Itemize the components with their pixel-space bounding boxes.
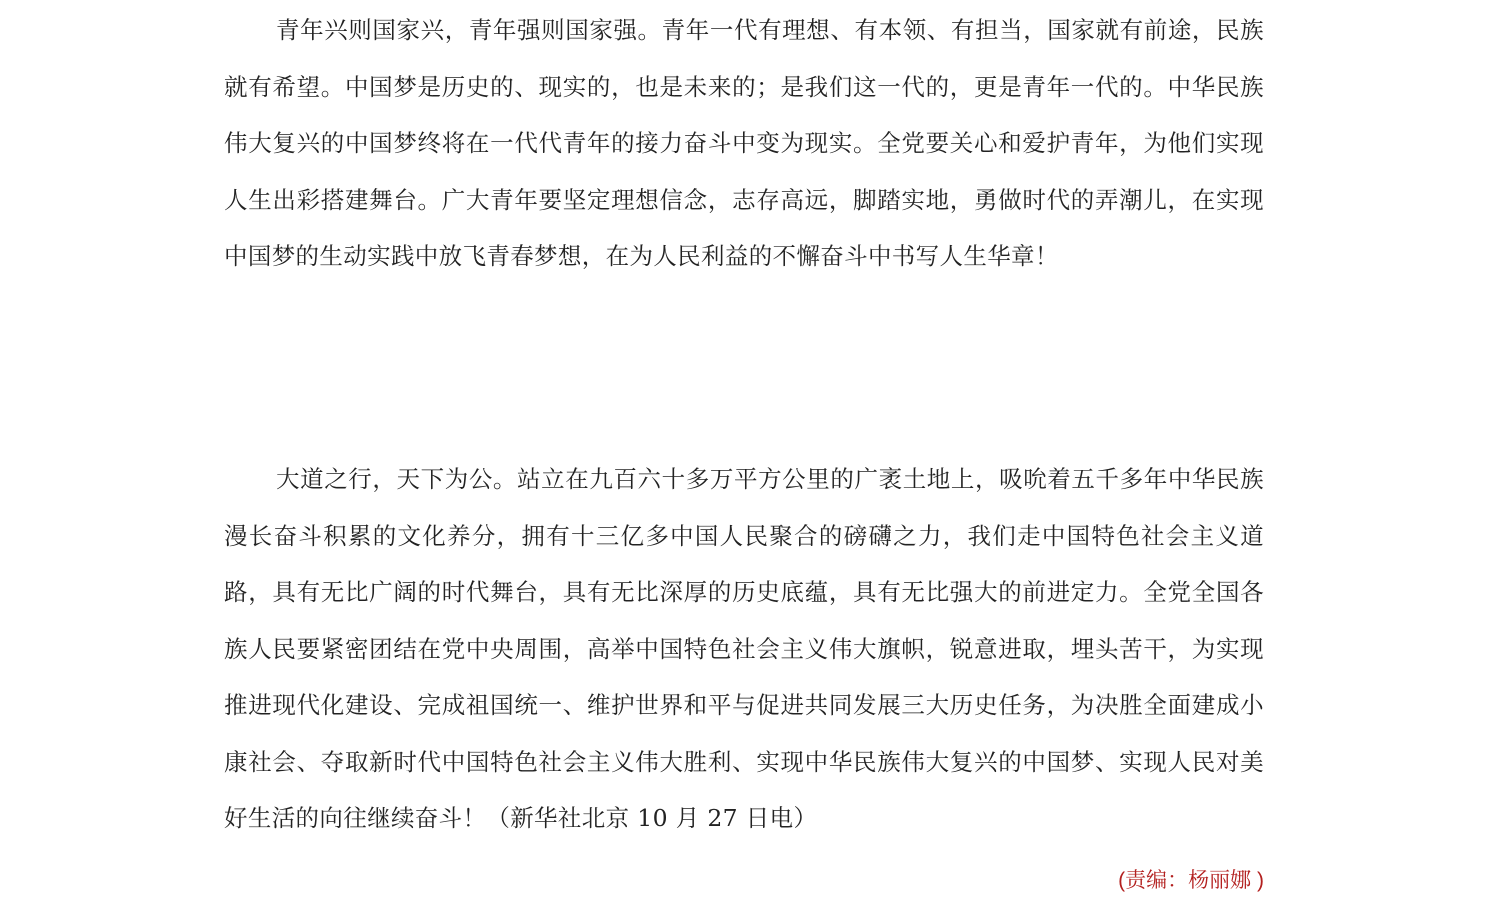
article-paragraph: 青年兴则国家兴，青年强则国家强。青年一代有理想、有本领、有担当，国家就有前途，民族就有希望。中国梦是历史的、现实的，也是未来的；是我们这一代的，更是青年一代的。中华民族伟大复兴的中国梦终将在一代代青年的接力奋斗中变为现实。全党要关心和爱护青年，为他们实现人生出彩搭建舞台。广大青年要坚定理想信念，志存高远，脚踏实地，勇做时代的弄潮儿，在实现中国梦的生动实践中放飞青春梦想，在为人民利益的不懈奋斗中书写人生华章！ <box>224 16 1264 270</box>
editor-credit: (责编：杨丽娜 ) <box>1118 869 1264 892</box>
article-paragraph: 大道之行，天下为公。站立在九百六十多万平方公里的广袤土地上，吸吮着五千多年中华民族漫长奋斗积累的文化养分，拥有十三亿多中国人民聚合的磅礴之力，我们走中国特色社会主义道路，具有无比广阔的时代舞台，具有无比深厚的历史底蕴，具有无比强大的前进定力。全党全国各族人民要紧密团结在党中央周围，高举中国特色社会主义伟大旗帜，锐意进取，埋头苦干，为实现推进现代化建设、完成祖国统一、维护世界和平与促进共同发展三大历史任务，为决胜全面建成小康社会、夺取新时代中国特色社会主义伟大胜利、实现中华民族伟大复兴的中国梦、实现人民对美好生活的向往继续奋斗！（新华社北京 10 月 27 日电） <box>224 465 1264 832</box>
